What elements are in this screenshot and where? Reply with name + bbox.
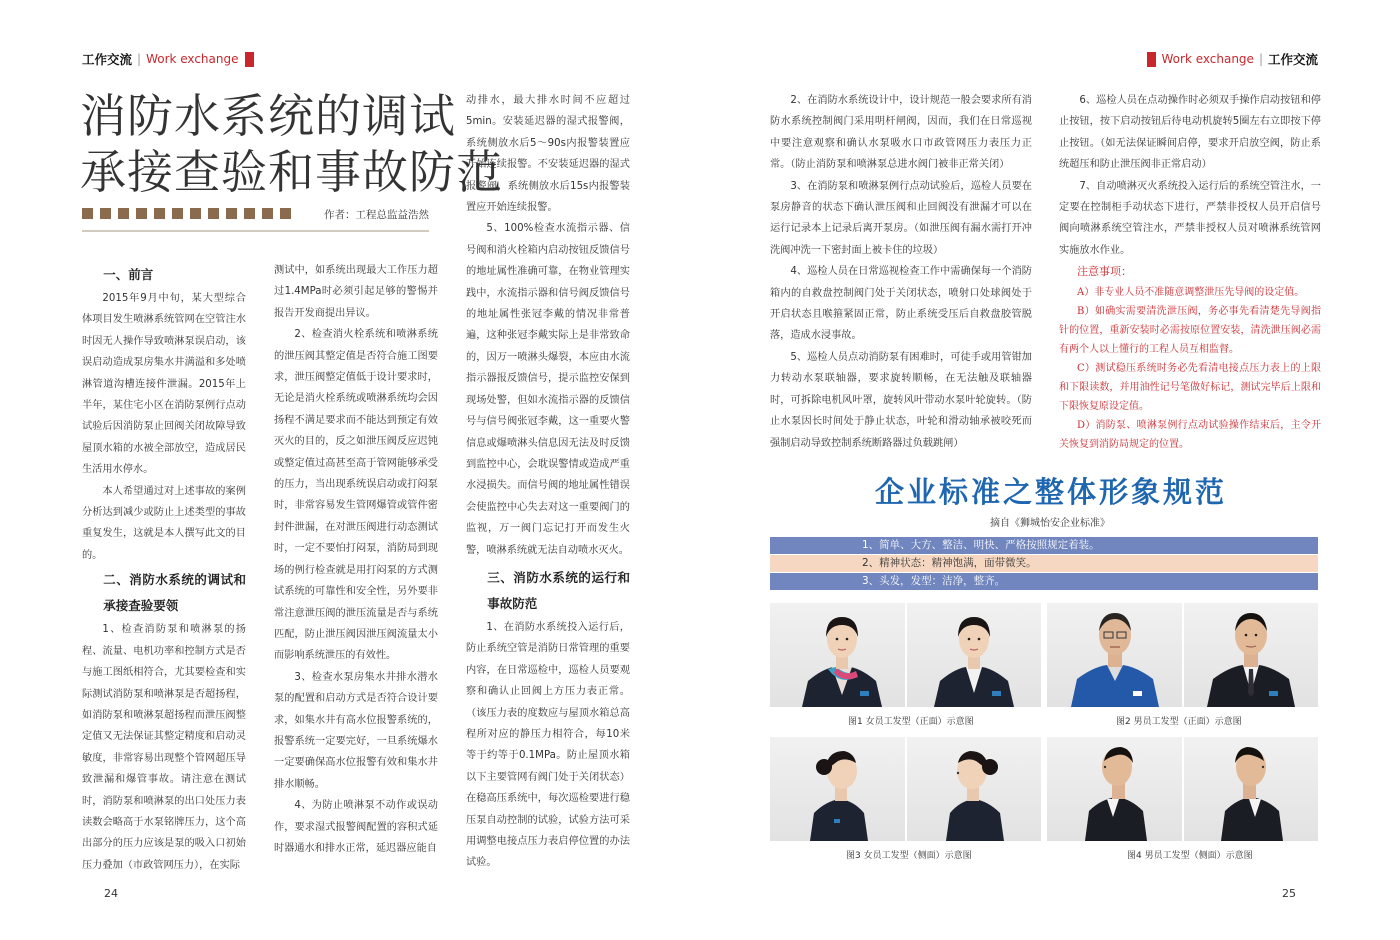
female-front-illustration <box>770 603 1041 707</box>
paragraph: 本人希望通过对上述事故的案例分析达到减少或防止上述类型的事故重复发生，这就是本人撰写此文的目的。 <box>82 485 246 561</box>
paragraph: 5、100%检查水流指示器、信号阀和消火栓箱内启动按钮反馈信号的地址属性准确可靠，在物业管理实践中，水流指示器和信号阀反馈信号的地址属性张冠李戴的情况非常普遍，这种张冠李戴实际上是非常致命的，因万一喷淋头爆裂，本应由水流指示器报反馈信号，提示监控安保到现场处警，但如水流指示器的反馈信号与信号阀张冠李戴，这一重要火警信息或爆喷淋头信息因无法及时反馈到监控中心，会耽误警情或造成严重水浸损失。而信号阀的地址属性错误会使监控中心失去对这一重要阀门的监视，万一阀门忘记打开而发生火警，喷淋系统就无法自动喷水灭火。 <box>466 223 630 556</box>
paragraph: 1、在消防水系统投入运行后，防止系统空管是消防日常管理的重要内容，在日常巡检中，巡检人员要观察和确认止回阀上方压力表正常。（该压力表的度数应与屋顶水箱总高程所对应的静压力相符合，每10米等于约等于0.1MPa。防止屋顶水箱以下主要管网有阀门处于关闭状态）在稳高压系统中，每次巡检要进行稳压泵自动控制的试验，试验方法可采用调整电接点压力表启停位置的办法试验。 <box>466 621 630 869</box>
article-column-1 <box>82 262 246 876</box>
page-number-left: 24 <box>104 887 118 900</box>
figure-3-caption: 图3 女员工发型（侧面）示意图 <box>846 851 972 861</box>
figure-2-photo <box>1047 603 1318 707</box>
standard-rule-2: 2、精神状态：精神饱满，面带微笑。 <box>770 555 1318 572</box>
page-header-right <box>1147 50 1319 68</box>
right-page <box>700 0 1400 940</box>
paragraph: 2015年9月中旬，某大型综合体项目发生喷淋系统管网在空管注水时因无人操作导致喷淋泵误启动，该误启动造成泵房集水井满溢和多处喷淋管道沟槽连接件泄漏。2015年上半年，某住宅小区在消防泵例行点动试验后因消防泵止回阀关闭故障导致屋顶水箱的水被全部放空，造成居民生活用水停水。 <box>82 293 246 476</box>
paragraph: 2、检查消火栓系统和喷淋系统的泄压阀其整定值是否符合施工图要求，泄压阀整定值低于设计要求时，无论是消火栓系统或喷淋系统均会因扬程不满足要求而不能达到预定有效灭火的目的，反之如泄压阀反应迟钝或整定值过高甚至高于管网能够承受的压力，当出现系统误启动或打闷泵时，非常容易发生管网爆管或管件密封件泄漏，在对泄压阀进行动态测试时，一定不要怕打闷泵，消防局到现场的例行检查就是用打闷泵的方式测试系统的可靠性和安全性，另外要非常注意泄压阀的泄压流量是否与系统匹配，防止泄压阀因泄压阀流量太小而影响系统泄压的有效性。 <box>274 329 438 662</box>
paragraph: 1、检查消防泵和喷淋泵的扬程、流量、电机功率和控制方式是否与施工图纸相符合，尤其要检查和实际测试消防泵和喷淋泵是否超扬程，如消防泵和喷淋泵超扬程而泄压阀整定值又无法保证其整定精度和启动灵敏度，非常容易出现整个管网超压导致泄漏和爆管事故。请注意在测试时，消防泵和喷淋泵的出口处压力表读数会略高于水泵铭牌压力，这个高出部分的压力应该是泵的吸入口初始压力叠加（市政管网压力），在实际 <box>82 624 246 871</box>
notes-heading: 注意事项： <box>1077 265 1132 279</box>
header-section-en: Work exchange <box>146 52 239 66</box>
article-column-2 <box>274 260 438 859</box>
header-section-en: Work exchange <box>1161 52 1254 66</box>
page-header-left <box>82 50 254 68</box>
section-heading: 二、消防水系统的调试和承接查验要领 <box>103 572 246 614</box>
article-title <box>80 88 503 200</box>
paragraph: 3、在消防泵和喷淋泵例行点动试验后，巡检人员要在泵房静音的状态下确认泄压阀和止回阀没有泄漏才可以在运行记录本上记录后离开泵房。（如泄压阀有漏水需打开冲洗阀冲洗一下密封面上被卡住的垃圾） <box>770 180 1032 256</box>
paragraph: 测试中，如系统出现最大工作压力超过1.4MPa时必须引起足够的警惕并报告开发商提出异议。 <box>274 265 438 319</box>
paragraph: 5、巡检人员点动消防泵有困难时，可徒手或用管钳加力转动水泵联轴器，要求旋转顺畅，在无法触及联轴器时，可拆除电机风叶罩，旋转风叶带动水泵叶轮旋转。（防止水泵因长时间处于静止状态，叶轮和滑动轴承被咬死而强制启动导致控制系统断路器过负载跳闸） <box>770 351 1032 449</box>
article-title-line2: 承接查验和事故防范 <box>80 145 503 199</box>
note-item: C）测试稳压系统时务必先看清电接点压力表上的上限和下限读数，并用油性记号笔做好标记，测试完毕后上限和下限恢复原设定值。 <box>1059 363 1321 413</box>
header-red-bar <box>245 52 254 67</box>
figure-1-photo <box>770 603 1041 707</box>
paragraph: 4、为防止喷淋泵不动作或误动作，要求湿式报警阀配置的容积式延时器通水和排水正常，延迟器应能自 <box>274 800 438 854</box>
header-section-zh: 工作交流 <box>1267 52 1318 67</box>
article-column-3 <box>466 90 630 874</box>
section-heading: 三、消防水系统的运行和事故防范 <box>487 569 630 611</box>
female-side-illustration <box>770 737 1041 841</box>
figure-1-caption: 图1 女员工发型（正面）示意图 <box>848 717 974 727</box>
paragraph: 7、自动喷淋灭火系统投入运行后的系统空管注水，一定要在控制柜手动状态下进行，严禁非授权人员开启信号阀向喷淋系统空管注水，严禁非授权人员对喷淋系统管网实施放水作业。 <box>1059 180 1321 256</box>
article-title-line1: 消防水系统的调试 <box>80 89 456 143</box>
article-column-4 <box>770 90 1032 454</box>
paragraph: 动排水，最大排水时间不应超过5min。安装延迟器的湿式报警阀，系统侧放水后5～90s内报警装置应开始连续报警。不安装延迟器的湿式报警阀，系统侧放水后15s内报警装置应开始连续报警。 <box>466 95 630 214</box>
paragraph: 4、巡检人员在日常巡视检查工作中需确保每一个消防箱内的自救盘控制阀门处于关闭状态，喷射口处球阀处于开启状态且喉箍紧固正常，防止系统受压后自救盘胶管脱落，造成水浸事故。 <box>770 266 1032 342</box>
note-item: D）消防泵、喷淋泵例行点动试验操作结束后，主令开关恢复到消防局规定的位置。 <box>1059 420 1321 451</box>
title-rule <box>82 230 429 232</box>
paragraph: 2、在消防水系统设计中，设计规范一般会要求所有消防水系统控制阀门采用明杆闸阀，因而，我们在日常巡视中要注意观察和确认水泵吸水口市政管网压力表压力正常。（防止消防泵和喷淋泵总进水阀门被非正常关闭） <box>770 95 1032 171</box>
standard-rule-3: 3、头发，发型：洁净，整齐。 <box>770 573 1318 590</box>
male-front-illustration <box>1047 603 1318 707</box>
header-divider: | <box>137 52 142 66</box>
header-divider: | <box>1258 52 1263 66</box>
header-red-bar <box>1147 52 1156 67</box>
figure-2-caption: 图2 男员工发型（正面）示意图 <box>1116 717 1242 727</box>
figure-4-caption: 图4 男员工发型（侧面）示意图 <box>1127 851 1253 861</box>
standard-rule-1: 1、简单、大方、整洁、明快、严格按照规定着装。 <box>770 537 1318 554</box>
paragraph: 6、巡检人员在点动操作时必须双手操作启动按钮和停止按钮，按下启动按钮后待电动机旋转5圈左右立即按下停止按钮。（如无法保证瞬间启停，要求开启放空阀，防止系统超压和防止泄压阀非正常启动） <box>1059 95 1321 171</box>
standard-source: 摘自《狮城怡安企业标准》 <box>990 518 1110 529</box>
figure-3-photo <box>770 737 1041 841</box>
decorative-squares <box>82 208 291 219</box>
header-section-zh: 工作交流 <box>82 52 133 67</box>
note-item: A）非专业人员不准随意调整泄压先导阀的设定值。 <box>1077 287 1305 299</box>
section-heading: 一、前言 <box>103 267 154 282</box>
article-author: 作者：工程总监益浩然 <box>324 209 429 221</box>
article-column-5 <box>1059 90 1321 454</box>
standard-title: 企业标准之整体形象规范 <box>874 475 1227 509</box>
note-item: B）如确实需要清洗泄压阀，务必事先看清楚先导阀指针的位置，重新安装时必需按原位置安装，清洗泄压阀必需有两个人以上懂行的工程人员互相监督。 <box>1059 306 1321 356</box>
male-side-illustration <box>1047 737 1318 841</box>
figure-4-photo <box>1047 737 1318 841</box>
paragraph: 3、检查水泵房集水井排水潜水泵的配置和启动方式是否符合设计要求，如集水井有高水位报警系统的，报警系统一定要完好，一旦系统爆水一定要确保高水位报警有效和集水井排水顺畅。 <box>274 671 438 790</box>
page-number-right: 25 <box>1282 887 1296 900</box>
